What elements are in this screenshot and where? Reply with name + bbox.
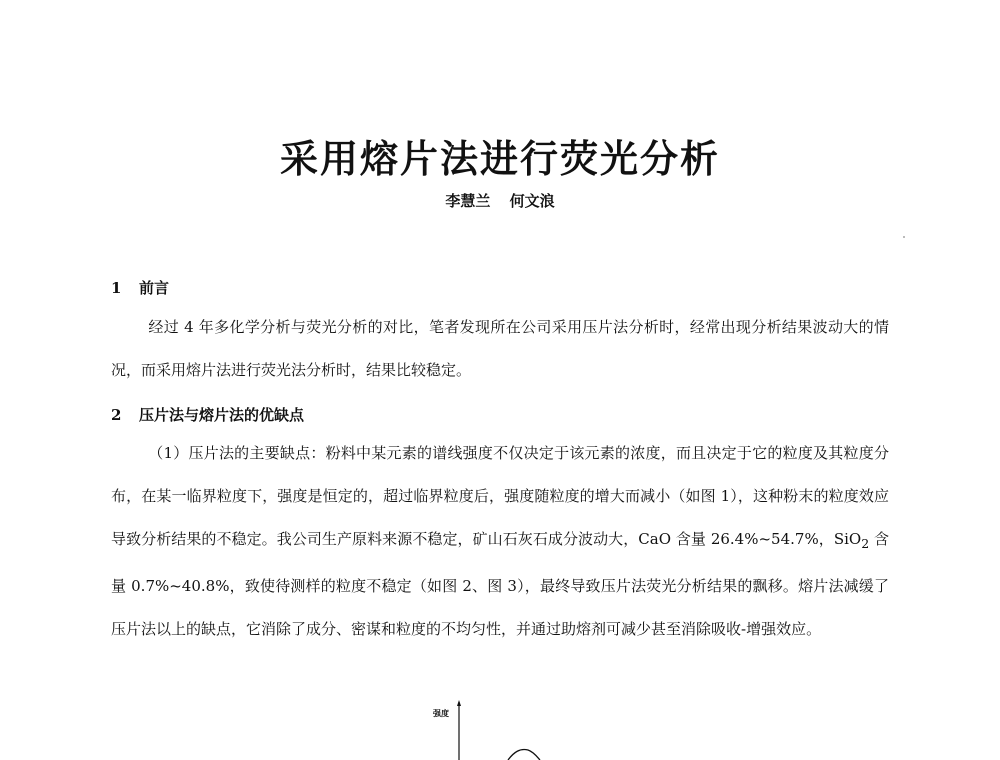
paragraph-text-a: （1）压片法的主要缺点：粉料中某元素的谱线强度不仅决定于该元素的浓度，而且决定于它的粒度及其粒度分布，在某一临界粒度下，强度是恒定的，超过临界粒度后，强度随粒度的增大而减小（如图 1），这种粉末的粒度效应导致分析结果的不稳定。我公司生产原料来源不稳定，矿山石灰石成分波动大，CaO 含量 26.4%~54.7%，SiO <box>111 444 889 548</box>
paragraph-intro <box>111 306 889 392</box>
paper-title: 采用熔片法进行荧光分析 <box>279 136 720 181</box>
section-title: 压片法与熔片法的优缺点 <box>139 406 305 424</box>
section-number: 2 <box>111 406 122 424</box>
section-heading-1 <box>111 277 169 298</box>
section-title: 前言 <box>139 279 170 297</box>
figure1-axis-arrow <box>457 700 461 706</box>
paragraph-pressing <box>111 432 889 651</box>
authors: 李慧兰 何文浪 <box>445 192 555 210</box>
scan-speck <box>903 236 905 238</box>
subscript-2: 2 <box>861 536 870 551</box>
figure1-ylabel: 强度 <box>433 708 449 718</box>
section-heading-2 <box>111 404 304 425</box>
section-number: 1 <box>111 279 122 297</box>
paragraph-text: 经过 4 年多化学分析与荧光分析的对比，笔者发现所在公司采用压片法分析时，经常出现分析结果波动大的情况，而采用熔片法进行荧光法分析时，结果比较稳定。 <box>111 318 889 379</box>
figure1-curve <box>508 749 540 760</box>
paragraph-text-b: 含量 0.7%~40.8%，致使待测样的粒度不稳定（如图 2、图 3），最终导致压片法荧光分析结果的飘移。熔片法减缓了压片法以上的缺点，它消除了成分、密谋和粒度的不均匀性，并通过助熔剂可减少甚至消除吸收-增强效应。 <box>111 530 889 638</box>
figure1-plot <box>430 700 630 760</box>
